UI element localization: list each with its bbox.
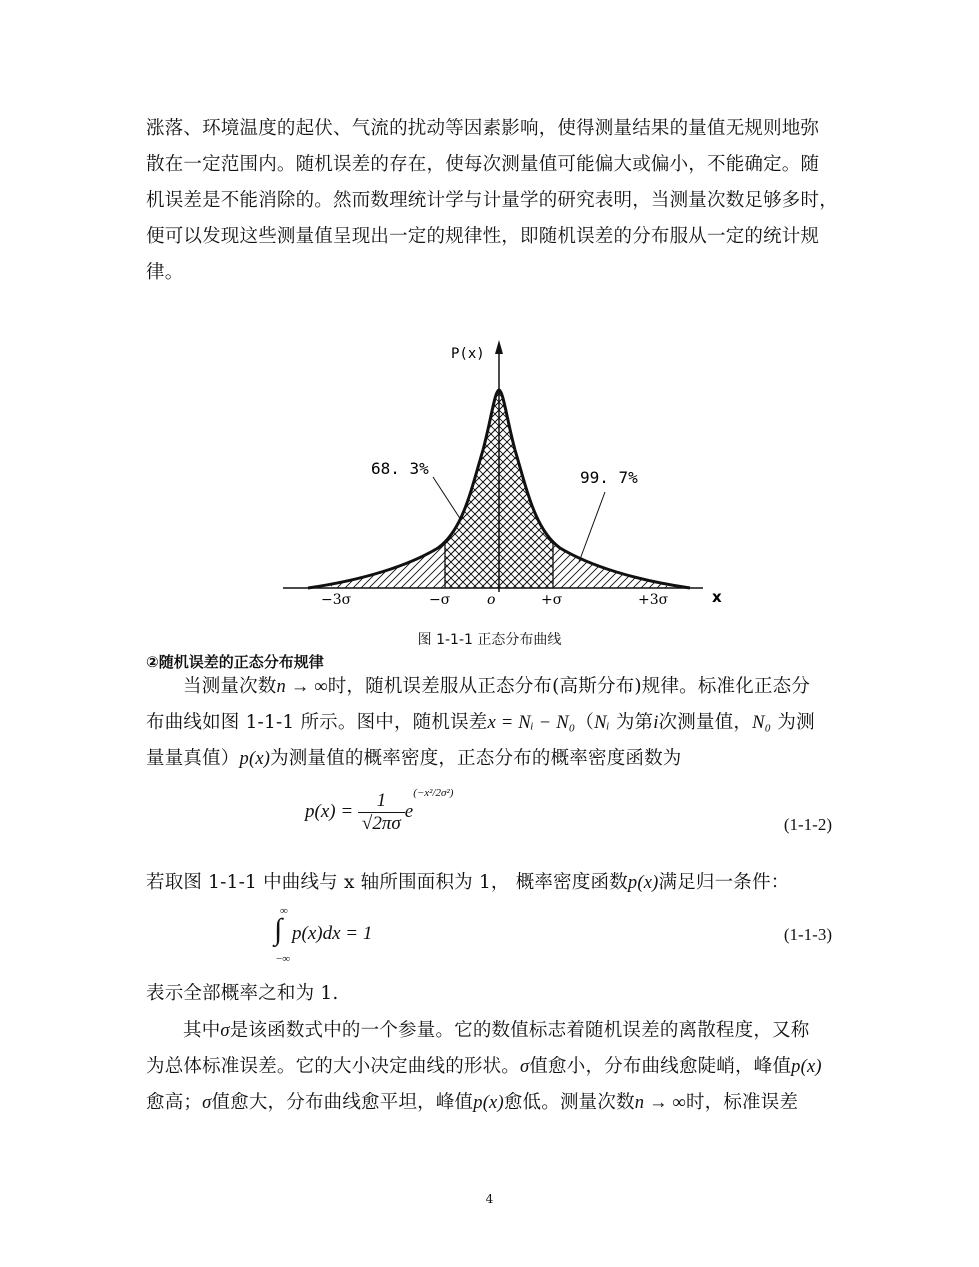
y-axis-label: P(x) (451, 346, 485, 362)
eq-denominator: √2πσ (361, 813, 401, 834)
text-span: 为测量值的概率密度，正态分布的概率密度函数为 (270, 748, 682, 769)
equation-normalization (270, 905, 470, 965)
eq-fraction (358, 790, 405, 835)
text-line (146, 705, 840, 741)
text-line (146, 669, 840, 705)
text-span: 量量真值） (146, 748, 240, 769)
integral-lower-limit: −∞ (276, 953, 291, 965)
math-inline: p(x) (473, 1093, 504, 1113)
equation-density (305, 786, 454, 835)
text-line: 涨落、环境温度的起伏、气流的扰动等因素影响，使得测量结果的量值无规则地弥 (146, 118, 820, 139)
text-span: 布曲线如图 1-1-1 所示。图中，随机误差 (146, 712, 488, 733)
paragraph-total-probability (146, 976, 840, 1012)
integral-upper-limit: ∞ (280, 905, 288, 917)
eq-exponent: (−x²/2σ²) (413, 786, 454, 799)
math-inline: i (653, 713, 659, 733)
text-span: （ (575, 712, 595, 733)
eq-numerator: 1 (358, 790, 405, 813)
text-line (146, 741, 840, 777)
leader-99 (579, 492, 605, 562)
text-span: 次测量值， (658, 712, 753, 733)
math-inline: n → ∞ (634, 1093, 686, 1113)
text-line: 便可以发现这些测量值呈现出一定的规律性，即随机误差的分布服从一定的统计规 (146, 226, 820, 247)
math-inline: σ (220, 1021, 230, 1041)
tick-plus-3sigma: +3σ (638, 592, 669, 608)
leader-68 (433, 477, 461, 520)
tick-minus-3sigma: −3σ (321, 592, 352, 608)
paragraph-normalization (146, 865, 840, 901)
text-span: 其中 (183, 1020, 221, 1041)
equation-number: (1-1-2) (783, 815, 832, 834)
math-inline: σ (520, 1057, 530, 1077)
text-line (146, 1049, 840, 1085)
paragraph-sigma (146, 1013, 840, 1121)
math-inline: N₀ (752, 713, 772, 733)
math-inline: p(x) (791, 1057, 822, 1077)
label-99-7: 99. 7% (580, 468, 638, 487)
text-line: 律。 (146, 262, 184, 283)
math-inline: x = Nᵢ − N₀ (487, 713, 576, 733)
text-span: 愈低。测量次数 (503, 1092, 635, 1113)
intro-paragraph (146, 111, 840, 291)
eq-lhs: p(x) = (305, 800, 354, 822)
text-span: 满足归一条件： (658, 872, 790, 893)
tick-origin: o (487, 592, 496, 608)
page-number: 4 (485, 1192, 494, 1206)
math-inline: σ (202, 1093, 212, 1113)
paragraph-normal-law (146, 669, 840, 777)
text-span: 为第 (609, 712, 654, 733)
text-line (146, 1013, 840, 1049)
integral-body: p(x)dx = 1 (292, 923, 373, 944)
text-span: 时，标准误差 (685, 1092, 799, 1113)
y-axis-arrow (495, 340, 503, 354)
math-inline: p(x) (627, 873, 659, 893)
text-line: 机误差是不能消除的。然而数理统计学与计量学的研究表明，当测量次数足够多时， (146, 190, 838, 211)
figure-caption: 图 1-1-1 正态分布曲线 (417, 632, 562, 648)
text-line: 表示全部概率之和为 1. (146, 983, 339, 1004)
text-span: 愈高； (146, 1092, 203, 1113)
text-line: 散在一定范围内。随机误差的存在，使每次测量值可能偏大或偏小，不能确定。随 (146, 154, 820, 175)
text-line (146, 1085, 840, 1121)
section-heading: ②随机误差的正态分布规律 (146, 653, 324, 671)
normal-distribution-figure (283, 330, 723, 620)
math-inline: p(x) (239, 749, 271, 769)
text-span: 为测 (771, 712, 815, 733)
tick-minus-sigma: −σ (429, 592, 451, 608)
eq-exp-base: e (404, 800, 414, 822)
x-axis-label: x (712, 588, 722, 606)
label-68-3: 68. 3% (371, 459, 429, 478)
text-span: 值愈大，分布曲线愈平坦，峰值 (211, 1092, 474, 1113)
text-span: 若取图 1-1-1 中曲线与 x 轴所围面积为 1， 概率密度函数 (146, 872, 628, 893)
text-span: 是该函数式中的一个参量。它的数值标志着随机误差的离散程度，又称 (229, 1020, 810, 1041)
equation-number: (1-1-3) (783, 925, 832, 944)
tick-plus-sigma: +σ (541, 592, 563, 608)
text-span: 时，随机误差服从正态分布(高斯分布)规律。标准化正态分 (327, 676, 811, 697)
text-span: 当测量次数 (183, 676, 277, 697)
integral-sign: ∫ (274, 913, 283, 946)
text-line (146, 865, 840, 901)
text-span: 值愈小，分布曲线愈陡峭，峰值 (529, 1056, 792, 1077)
text-span: 为总体标准误差。它的大小决定曲线的形状。 (146, 1056, 521, 1077)
math-inline: Nᵢ (594, 713, 610, 733)
math-inline: n → ∞ (276, 677, 328, 697)
